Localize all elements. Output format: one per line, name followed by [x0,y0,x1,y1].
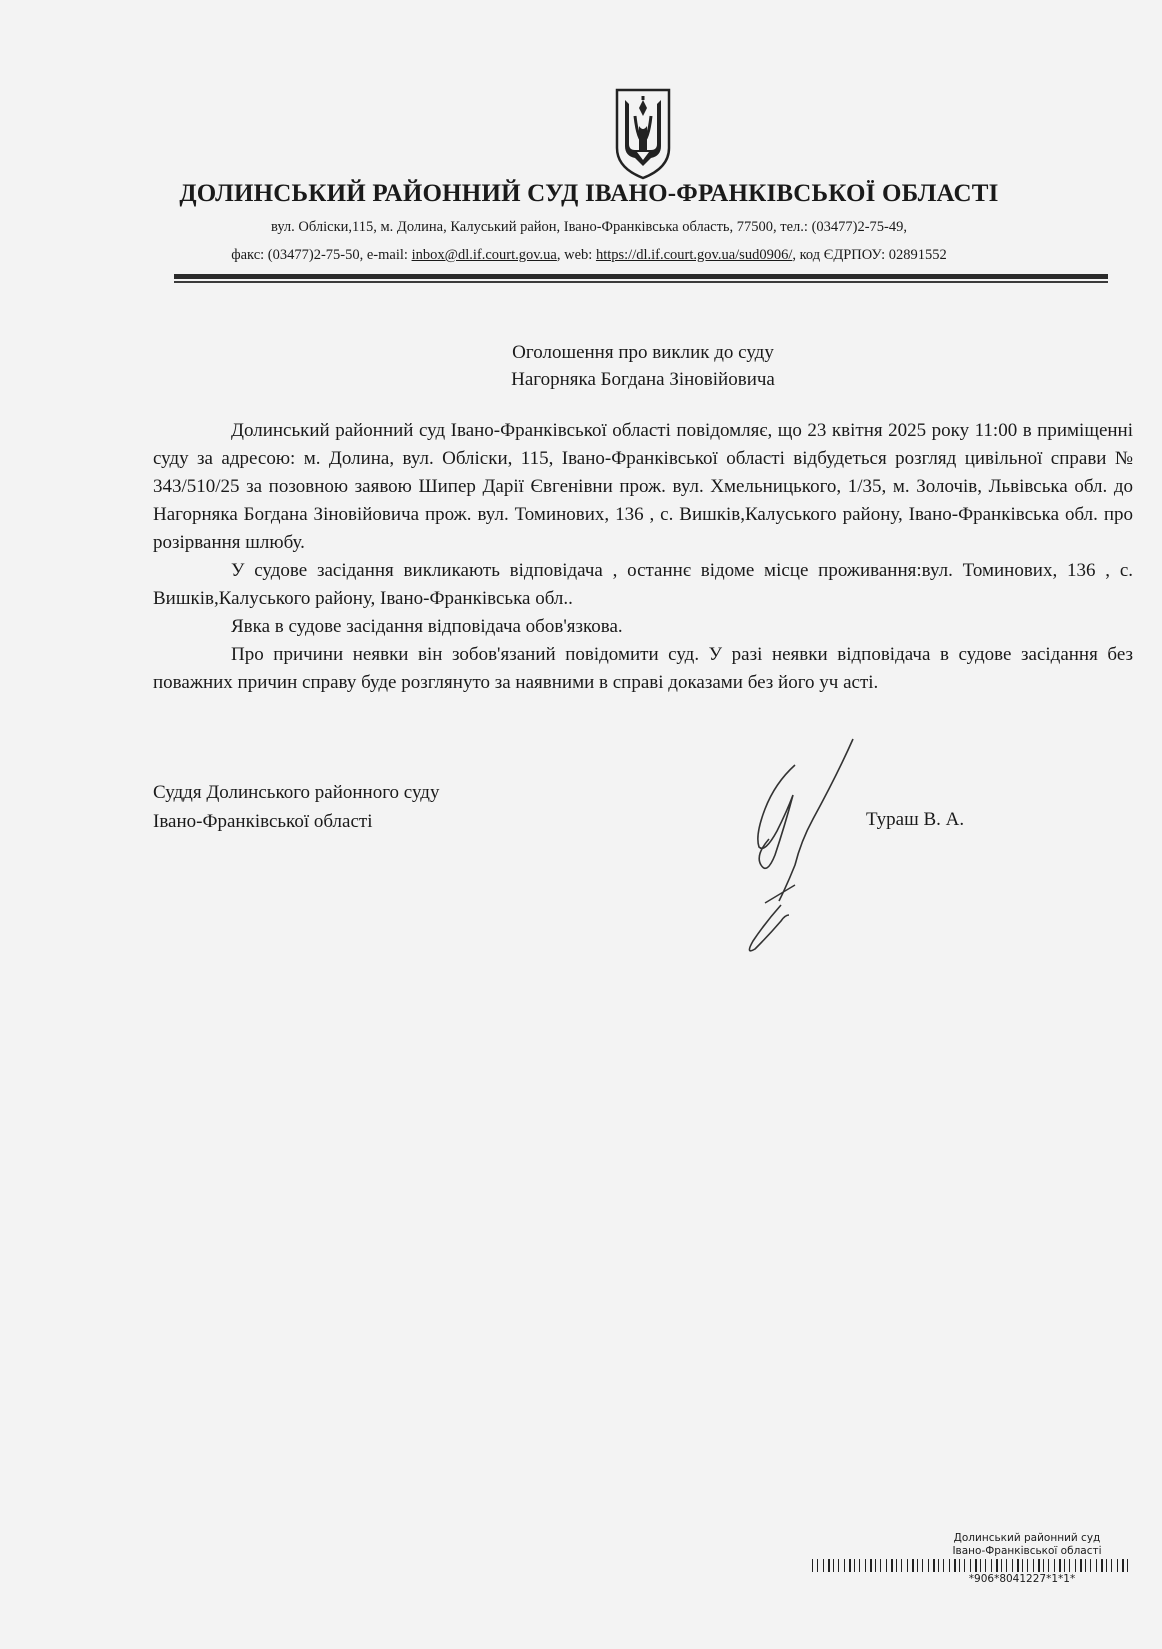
barcode-bar [1101,1559,1103,1572]
barcode-bar [1012,1559,1013,1572]
stamp-line2: Івано-Франківської області [952,1545,1102,1557]
barcode-bar [1054,1559,1055,1572]
barcode-bar [880,1559,881,1572]
barcode-bar [1069,1559,1070,1572]
barcode-bar [985,1559,986,1572]
website-link[interactable]: https://dl.if.court.gov.ua/sud0906/ [595,247,793,263]
barcode-bar [1085,1559,1086,1572]
barcode-bar [828,1559,830,1572]
body-paragraph-summons: У судове засідання викликають відповідача , останнє відоме місце проживання:вул. Томинових, 136 , с. Вишків,Калуського району, Івано-Франківська обл.. [153,560,1133,609]
barcode-bar [865,1559,866,1572]
barcode-bar [907,1559,908,1572]
announcement-body [153,417,1133,697]
barcode-bar [991,1559,992,1572]
header-divider-thin [174,281,1108,283]
barcode-bar [933,1559,935,1572]
barcode-bar [943,1559,944,1572]
barcode [812,1559,1132,1572]
announcement-title [0,339,1162,393]
barcode-bar [896,1559,897,1572]
barcode-bar [1080,1559,1082,1572]
judge-position-line2: Івано-Франківської області [153,811,373,832]
barcode-bar [1048,1559,1049,1572]
handwritten-signature [725,735,865,965]
barcode-bar [1006,1559,1007,1572]
barcode-bar [954,1559,956,1572]
body-paragraph-attendance: Явка в судове засідання відповідача обов'язкова. [231,616,623,637]
barcode-bar [838,1559,839,1572]
barcode-bar [1064,1559,1065,1572]
barcode-bar [1122,1559,1124,1572]
barcode-bar [996,1559,998,1572]
barcode-bar [823,1559,824,1572]
judge-position-line1: Суддя Долинського районного суду [153,782,440,803]
barcode-bar [917,1559,918,1572]
court-name: ДОЛИНСЬКИЙ РАЙОННИЙ СУД ІВАНО-ФРАНКІВСЬКОЇ ОБЛАСТІ [179,180,999,207]
stamp-line1: Долинський районний суд [953,1532,1101,1544]
barcode-bar [959,1559,960,1572]
barcode-bar [844,1559,845,1572]
barcode-bar [912,1559,914,1572]
barcode-bar [1038,1559,1040,1572]
court-address: вул. Обліски,115, м. Долина, Калуський район, Івано-Франківська область, 77500, тел.: (03477)2-75-49, [270,219,908,235]
stamp-code: *906*8041227*1*1* [968,1573,1076,1585]
announcement-title-line2: Нагорняка Богдана Зіновійовича [511,369,775,390]
barcode-bar [1017,1559,1019,1572]
barcode-bar [1096,1559,1097,1572]
barcode-bar [1117,1559,1118,1572]
barcode-bar [1059,1559,1061,1572]
barcode-bar [833,1559,834,1572]
body-paragraph-hearing: Долинський районний суд Івано-Франківської області повідомляє, що 23 квітня 2025 року 11:00 в приміщенні суду за адресою: м. Долина, вул. Обліски, 115, Івано-Франківської області відбудеться розгляд цивільної справи № 343/510/25 за позовною заявою Шипер Дарії Євгенівни прож. вул. Хмельницького, 1/35, м. Золочів, Львівська обл. до Нагорняка Богдана Зіновійовича прож. вул. Томинових, 136 , с. Вишків,Калуського району, Івано-Франківська обл. про розірвання шлюбу. [153,420,1133,553]
fax-text: факс: (03477)2-75-50, e-mail: [231,247,412,263]
barcode-bar [922,1559,923,1572]
barcode-bar [1090,1559,1091,1572]
barcode-bar [1127,1559,1128,1572]
barcode-bar [938,1559,939,1572]
barcode-bar [1075,1559,1076,1572]
barcode-bar [1043,1559,1044,1572]
judge-name: Тураш В. А. [866,809,965,830]
barcode-bar [870,1559,872,1572]
barcode-bar [1001,1559,1002,1572]
barcode-bar [980,1559,981,1572]
barcode-bar [928,1559,929,1572]
barcode-bar [1033,1559,1034,1572]
barcode-bar [1027,1559,1028,1572]
header-divider-thick [174,274,1108,279]
judge-position [153,778,439,836]
barcode-bar [849,1559,851,1572]
email-link[interactable]: inbox@dl.if.court.gov.ua [411,247,557,263]
court-contacts [0,247,1162,264]
barcode-bar [859,1559,860,1572]
barcode-bar [949,1559,950,1572]
barcode-bar [891,1559,893,1572]
barcode-bar [1111,1559,1112,1572]
registry-stamp [812,1532,1132,1558]
web-label: , web: [556,247,596,263]
barcode-bar [817,1559,818,1572]
barcode-bar [812,1559,813,1572]
announcement-title-line1: Оголошення про виклик до суду [512,342,774,363]
body-paragraph-absence: Про причини неявки він зобов'язаний повідомити суд. У разі неявки відповідача в судове засідання без поважних причин справу буде розглянуто за наявними в справі доказами без його уч асті. [153,644,1133,693]
barcode-bar [970,1559,971,1572]
edrpou-text: , код ЄДРПОУ: 02891552 [792,247,947,263]
barcode-bar [901,1559,902,1572]
barcode-bar [854,1559,855,1572]
barcode-bar [875,1559,876,1572]
barcode-bar [975,1559,977,1572]
trident-emblem-icon [613,86,673,182]
barcode-bar [886,1559,887,1572]
barcode-bar [1022,1559,1023,1572]
barcode-bar [1106,1559,1107,1572]
barcode-bar [964,1559,965,1572]
